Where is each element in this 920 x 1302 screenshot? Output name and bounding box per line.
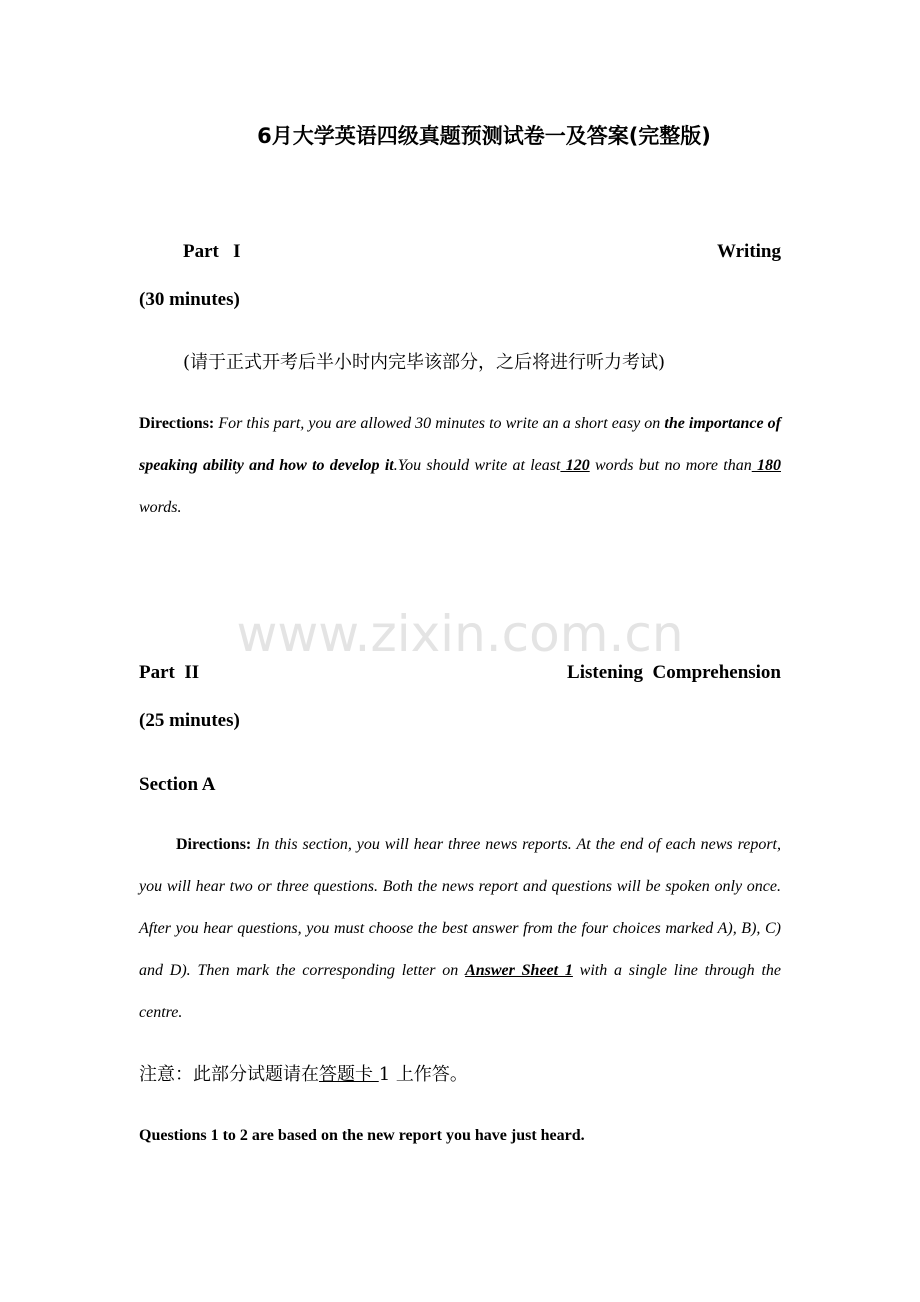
questions-header: Questions 1 to 2 are based on the new report you have just heard. [139,1127,585,1144]
watermark: www.zixin.com.cn [236,605,684,663]
part2-directions [139,824,781,1034]
answer-sheet-link: Answer Sheet 1 [465,962,573,979]
part1-directions-topic: the importance of speaking ability and how to develop it [139,415,782,474]
part2-directions-label: Directions: [176,836,252,853]
part1-time: (30 minutes) [139,289,240,310]
part1-directions-text1: For this part, you are allowed 30 minutes to write an a short easy on [214,415,665,432]
part1-directions-text2: .You should write at least [393,457,561,474]
section-a-heading: Section A [139,774,216,795]
part1-label: Part I [183,241,241,262]
min-words: 120 [560,457,590,474]
part1-heading [183,241,781,263]
part2-note-prefix: 注意：此部分试题请在 [139,1064,319,1085]
part2-heading [139,662,781,684]
part1-directions [139,403,781,529]
part2-title: Listening Comprehension [567,662,781,683]
part1-directions-text3: words but no more than [589,457,752,474]
max-words: 180 [751,457,781,474]
part2-note [139,1064,781,1086]
document-title: 6月大学英语四级真题预测试卷一及答案(完整版) [257,124,711,148]
part1-directions-text4: words. [139,499,182,516]
part2-directions-text1: In this section, you will hear three news reports. At the end of each news report, you will hear two or three questions. Both the news report and questions will be spoken only once. After you hear questions, you must choose the best answer from the four choices marked A), B), C) and D). Then mark the corresponding letter on [139,836,781,979]
part2-note-suffix: 1 上作答。 [378,1064,468,1085]
part1-directions-label: Directions: [139,415,215,432]
part1-note: (请于正式开考后半小时内完毕该部分，之后将进行听力考试) [183,352,666,373]
part2-time: (25 minutes) [139,710,240,731]
answer-card-text: 答题卡 [319,1064,379,1085]
part2-label: Part II [139,662,200,683]
part1-title: Writing [716,241,781,262]
part2-directions-text2: with a single line through the centre. [139,962,781,1021]
